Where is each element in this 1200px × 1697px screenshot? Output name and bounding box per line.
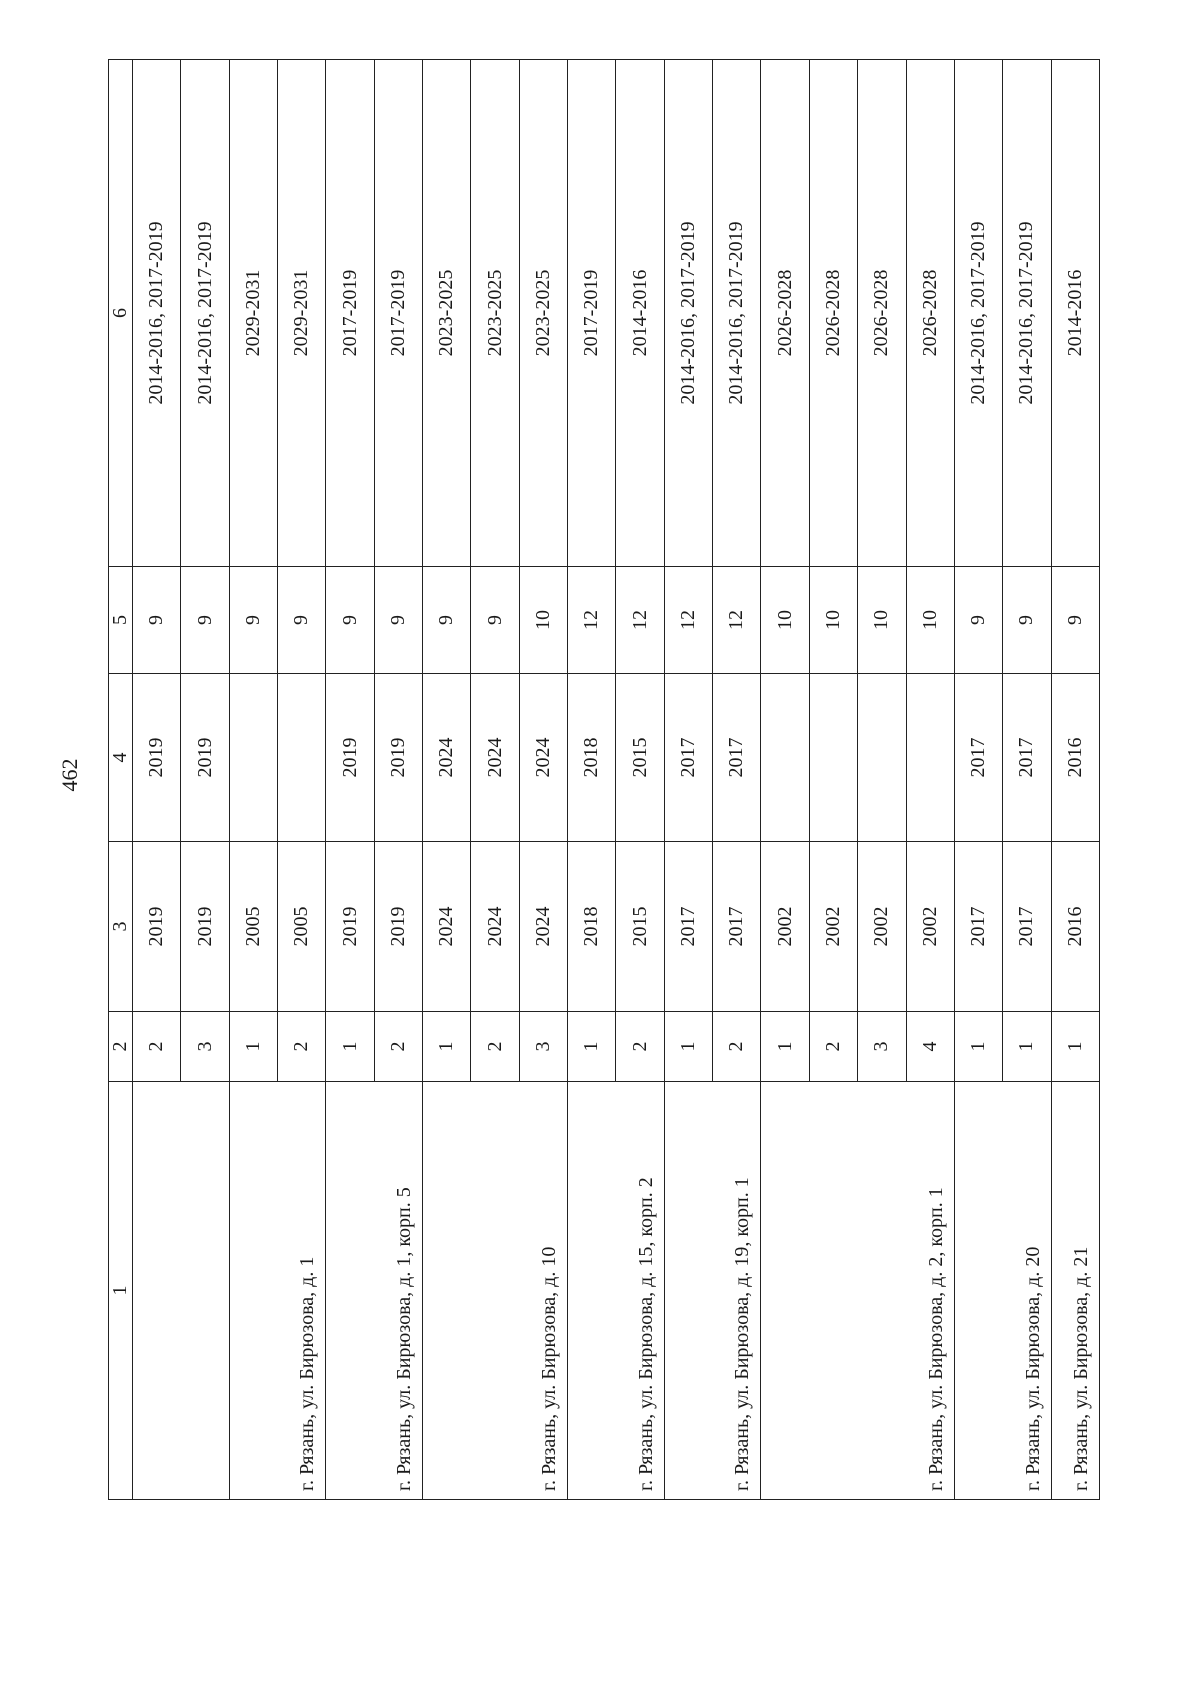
table-cell: 2024 (423, 842, 471, 1012)
address-cell: г. Рязань, ул. Бирюзова, д. 10 (423, 1082, 568, 1500)
table-cell: 9 (278, 567, 326, 674)
address-cell: г. Рязань, ул. Бирюзова, д. 19, корп. 1 (664, 1082, 761, 1500)
table-cell: 2023-2025 (519, 60, 567, 567)
table-cell: 1 (423, 1012, 471, 1082)
table-cell: 2024 (423, 674, 471, 842)
table-cell: 9 (954, 567, 1002, 674)
table-cell: 3 (858, 1012, 906, 1082)
table-row (326, 60, 374, 1500)
column-header: 6 (109, 60, 133, 567)
table-cell: 2023-2025 (423, 60, 471, 567)
column-header: 1 (109, 1082, 133, 1500)
page-number: 462 (57, 758, 82, 792)
table-cell: 10 (809, 567, 857, 674)
table-cell: 2026-2028 (858, 60, 906, 567)
column-header: 4 (109, 674, 133, 842)
table-cell: 2018 (568, 674, 616, 842)
table-cell: 2018 (568, 842, 616, 1012)
table-cell (906, 674, 954, 842)
table-cell: 2024 (471, 842, 519, 1012)
header-row (109, 60, 133, 1500)
table-cell: 9 (1003, 567, 1051, 674)
table-cell: 2019 (326, 842, 374, 1012)
table-cell: 2014-2016, 2017-2019 (133, 60, 181, 567)
table-cell: 9 (423, 567, 471, 674)
address-cell: г. Рязань, ул. Бирюзова, д. 1, корп. 5 (326, 1082, 423, 1500)
table-cell: 1 (1003, 1012, 1051, 1082)
table-row (423, 60, 471, 1500)
table-cell: 2016 (1051, 842, 1099, 1012)
table-cell: 2029-2031 (229, 60, 277, 567)
table-cell: 2026-2028 (761, 60, 809, 567)
table-cell: 2014-2016, 2017-2019 (1003, 60, 1051, 567)
column-header: 3 (109, 842, 133, 1012)
table-cell: 2015 (616, 842, 664, 1012)
table-cell: 9 (1051, 567, 1099, 674)
table-cell: 2016 (1051, 674, 1099, 842)
address-cell: г. Рязань, ул. Бирюзова, д. 1 (229, 1082, 326, 1500)
table-cell: 2019 (133, 674, 181, 842)
table-cell: 1 (568, 1012, 616, 1082)
table-cell: 2029-2031 (278, 60, 326, 567)
table-row (954, 60, 1002, 1500)
table-cell: 3 (519, 1012, 567, 1082)
table-cell: 2 (133, 1012, 181, 1082)
table-cell: 12 (568, 567, 616, 674)
table-cell: 2017-2019 (568, 60, 616, 567)
table-row (568, 60, 616, 1500)
table-cell: 10 (761, 567, 809, 674)
address-cell (133, 1082, 230, 1500)
table-cell: 1 (229, 1012, 277, 1082)
table-cell: 9 (374, 567, 422, 674)
table-cell: 2014-2016, 2017-2019 (713, 60, 761, 567)
table-cell: 2024 (471, 674, 519, 842)
table-row (229, 60, 277, 1500)
table-cell: 2023-2025 (471, 60, 519, 567)
table-cell: 2017 (954, 674, 1002, 842)
table-cell: 4 (906, 1012, 954, 1082)
table-body (133, 60, 1100, 1500)
table-cell: 2014-2016, 2017-2019 (181, 60, 229, 567)
table-cell (761, 674, 809, 842)
table-cell: 9 (181, 567, 229, 674)
data-table (108, 59, 1100, 1500)
table-cell: 10 (858, 567, 906, 674)
table-cell: 9 (229, 567, 277, 674)
address-cell: г. Рязань, ул. Бирюзова, д. 2, корп. 1 (761, 1082, 954, 1500)
table-cell: 2002 (906, 842, 954, 1012)
table-cell: 2019 (326, 674, 374, 842)
table-cell: 2017 (664, 842, 712, 1012)
table-cell: 2019 (133, 842, 181, 1012)
table-cell: 2017 (664, 674, 712, 842)
table-cell: 2 (809, 1012, 857, 1082)
table-row (133, 60, 181, 1500)
table-cell: 12 (664, 567, 712, 674)
table-cell: 2014-2016, 2017-2019 (664, 60, 712, 567)
table-cell: 2 (278, 1012, 326, 1082)
table-cell: 2017 (1003, 674, 1051, 842)
table-cell: 9 (133, 567, 181, 674)
address-cell: г. Рязань, ул. Бирюзова, д. 21 (1051, 1082, 1099, 1500)
table-row (761, 60, 809, 1500)
table-cell: 1 (664, 1012, 712, 1082)
table-cell: 2 (374, 1012, 422, 1082)
table-cell (809, 674, 857, 842)
table-cell: 2005 (229, 842, 277, 1012)
table-cell (278, 674, 326, 842)
table-cell: 12 (713, 567, 761, 674)
table-cell: 2019 (181, 842, 229, 1012)
table-cell: 9 (326, 567, 374, 674)
table-cell: 2019 (374, 842, 422, 1012)
table-cell: 2026-2028 (906, 60, 954, 567)
table-cell: 2 (713, 1012, 761, 1082)
table-cell: 1 (1051, 1012, 1099, 1082)
table-cell: 2019 (181, 674, 229, 842)
table-cell: 12 (616, 567, 664, 674)
table-cell: 2002 (761, 842, 809, 1012)
table-cell (229, 674, 277, 842)
table-cell: 1 (954, 1012, 1002, 1082)
table-cell: 2 (616, 1012, 664, 1082)
table-cell: 2017 (1003, 842, 1051, 1012)
table-cell: 9 (471, 567, 519, 674)
table-cell: 2017 (954, 842, 1002, 1012)
address-cell: г. Рязань, ул. Бирюзова, д. 20 (954, 1082, 1051, 1500)
table-cell: 2002 (858, 842, 906, 1012)
table-cell: 2005 (278, 842, 326, 1012)
table-cell: 2024 (519, 674, 567, 842)
table-cell: 2026-2028 (809, 60, 857, 567)
table-cell: 1 (326, 1012, 374, 1082)
table-cell: 2014-2016 (616, 60, 664, 567)
table-cell: 10 (519, 567, 567, 674)
column-header: 5 (109, 567, 133, 674)
table-cell: 2002 (809, 842, 857, 1012)
table-cell: 2017-2019 (374, 60, 422, 567)
table-cell: 2014-2016 (1051, 60, 1099, 567)
table-cell: 2014-2016, 2017-2019 (954, 60, 1002, 567)
address-cell: г. Рязань, ул. Бирюзова, д. 15, корп. 2 (568, 1082, 665, 1500)
table-cell: 1 (761, 1012, 809, 1082)
table-cell: 2 (471, 1012, 519, 1082)
column-header: 2 (109, 1012, 133, 1082)
table-cell: 2017 (713, 842, 761, 1012)
table-row (664, 60, 712, 1500)
table-cell: 3 (181, 1012, 229, 1082)
table-row (1051, 60, 1099, 1500)
table-cell: 2019 (374, 674, 422, 842)
table-cell: 2017-2019 (326, 60, 374, 567)
table-cell (858, 674, 906, 842)
table-cell: 2017 (713, 674, 761, 842)
table-cell: 2015 (616, 674, 664, 842)
table-cell: 10 (906, 567, 954, 674)
rotated-table-container (108, 60, 1100, 1500)
table-cell: 2024 (519, 842, 567, 1012)
